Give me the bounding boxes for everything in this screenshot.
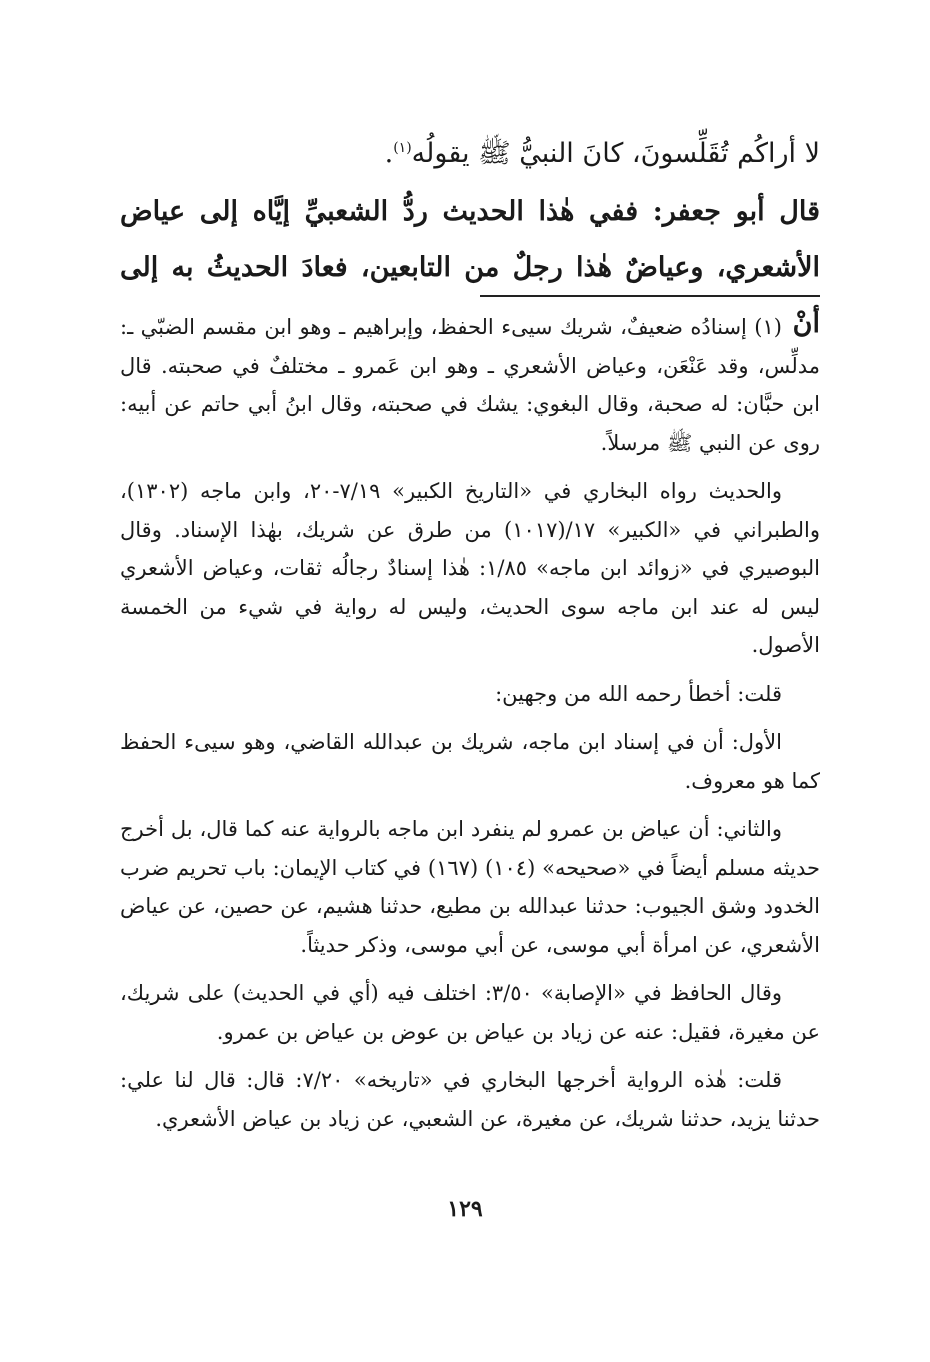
footnote-separator <box>480 295 820 297</box>
footnote-paragraph: والحديث رواه البخاري في «التاريخ الكبير» ٧/١٩-٢٠، وابن ماجه (١٣٠٢)، والطبراني في «الكبير» ١٧/(١٠١٧) من طرق عن شريك، بهٰذا الإسناد. وقال البوصيري في «زوائد ابن ماجه» ١/٨٥: هٰذا إسنادٌ رجالُه ثقات، وعياض الأشعري ليس له عند ابن ماجه سوى الحديث، وليس له رواية في شيء من الخمسة الأصول. <box>120 479 821 657</box>
footnote-ref: (١) <box>393 140 412 156</box>
page-number: ١٢٩ <box>447 1196 483 1222</box>
paragraph-lead: قال أبو جعفر: <box>652 196 820 227</box>
footnote-paragraph: وقال الحافظ في «الإصابة» ٣/٥٠: اختلف فيه (أي في الحديث) على شريك، عن مغيرة، فقيل: عنه عن زياد بن عياض بن عوض بن عياض بن عمرو. <box>120 981 820 1044</box>
footnotes <box>120 308 820 1148</box>
footnote-paragraph: والثاني: أن عياض بن عمرو لم ينفرد ابن ماجه بالرواية عنه كما قال، بل أخرج حديثه مسلم أيضاً في «صحيحه» (١٠٤) (١٦٧) في كتاب الإيمان: باب تحريم ضرب الخدود وشق الجيوب: حدثنا عبدالله بن مطيع، حدثنا هشيم، عن حصين، عن عياض الأشعري، عن امرأة أبي موسى، عن أبي موسى، وذكر حديثاً. <box>120 817 820 957</box>
verse-line: لا أراكُم تُقَلِّسونَ، كانَ النبيُّ ﷺ يقولُه$^{(١)}$. <box>384 138 820 169</box>
footnote-paragraph: الأول: أن في إسناد ابن ماجه، شريك بن عبدالله القاضي، وهو سيىء الحفظ كما هو معروف. <box>120 730 820 793</box>
footnote-paragraph: قلت: هٰذه الرواية أخرجها البخاري في «تاريخه» ٧/٢٠: قال: قال لنا علي: حدثنا يزيد، حدثنا شريك، عن مغيرة، عن الشعبي، عن زياد بن عياض الأشعري. <box>120 1068 820 1131</box>
footnote-paragraph: قلت: أخطأ رحمه الله من وجهين: <box>495 681 782 706</box>
verse-text: لا أراكُم تُقَلِّسونَ، كانَ النبيُّ ﷺ يقولُه <box>411 138 820 169</box>
paragraph-body: ففي هٰذا الحديث ردُّ الشعبيِّ إيَّاه إلى عياض الأشعري، وعياضٌ هٰذا رجلٌ من التابعين، فعادَ الحديثُ به إلى أنْ <box>120 196 820 339</box>
footnote-paragraph: (١) إسنادُه ضعيفٌ، شريك سيىء الحفظ، وإبراهيم ـ وهو ابن مقسم الضبّي ـ: مدلِّس، وقد عَنْعَن، وعياض الأشعري ـ وهو ابن عَمرو ـ مختلفٌ في صحبته. قال ابن حبَّان: له صحبة، وقال البغوي: يشك في صحبته، وقال ابنُ أبي حاتم عن أبيه: روى عن النبي ﷺ مرسلاً. <box>120 315 820 455</box>
